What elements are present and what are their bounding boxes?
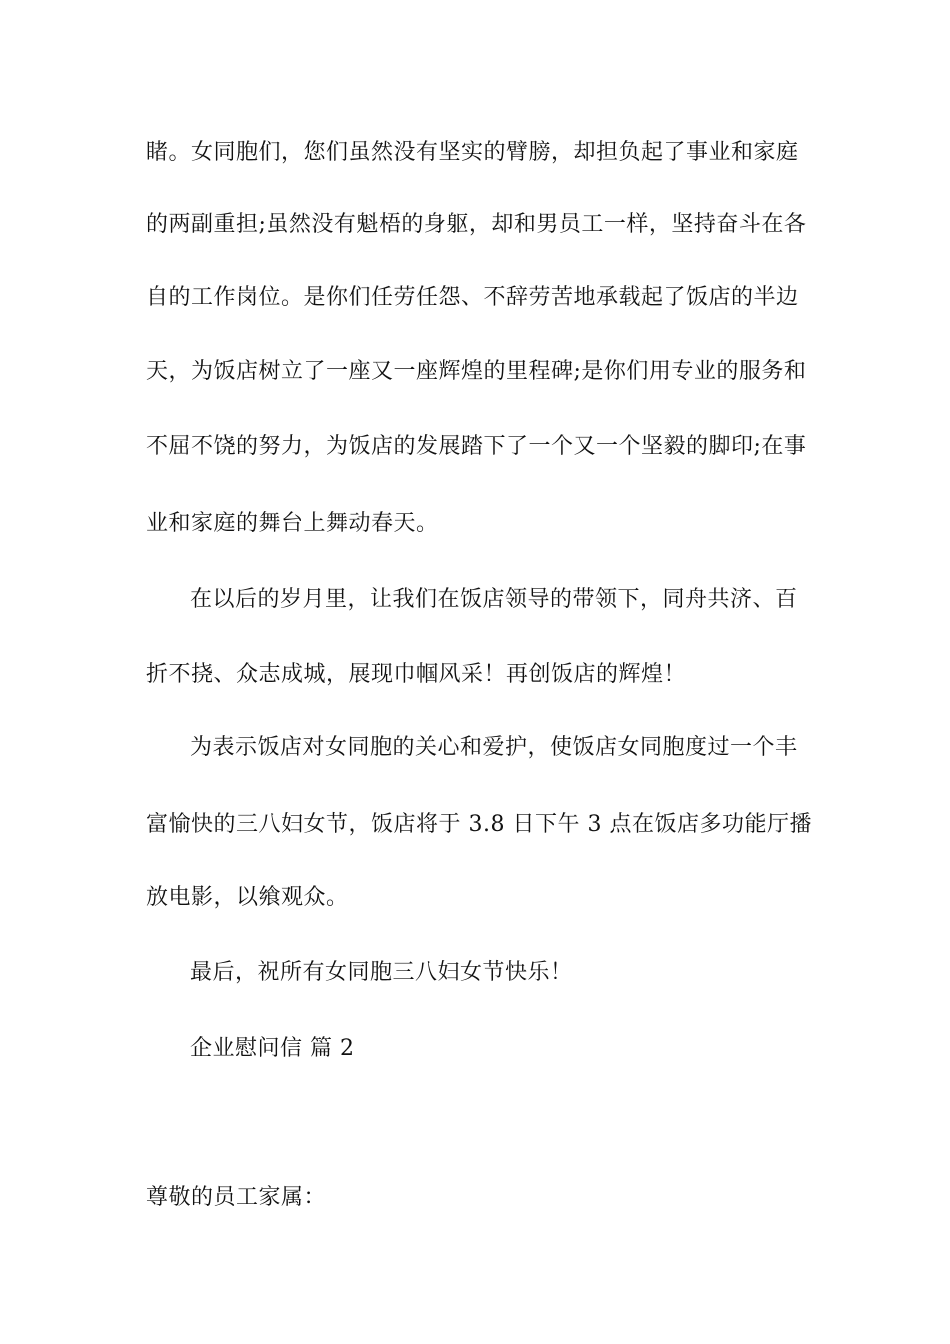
paragraph-line: 最后，祝所有女同胞三八妇女节快乐！ [190, 960, 573, 985]
paragraph-line: 天，为饭店树立了一座又一座辉煌的里程碑;是你们用专业的服务和 [146, 359, 807, 384]
paragraph-line: 放电影，以飨观众。 [146, 885, 349, 910]
paragraph-line: 自的工作岗位。是你们任劳任怨、不辞劳苦地承载起了饭店的半边 [146, 285, 799, 310]
paragraph-line: 的两副重担;虽然没有魁梧的身躯，却和男员工一样，坚持奋斗在各 [146, 212, 807, 237]
paragraph-line: 在以后的岁月里，让我们在饭店领导的带领下，同舟共济、百 [190, 587, 798, 612]
paragraph-line: 折不挠、众志成城，展现巾帼风采！再创饭店的辉煌！ [146, 662, 687, 687]
paragraph-line: 业和家庭的舞台上舞动春天。 [146, 511, 439, 536]
paragraph-line: 不屈不饶的努力，为饭店的发展踏下了一个又一个坚毅的脚印;在事 [146, 434, 807, 459]
paragraph-line: 为表示饭店对女同胞的关心和爱护，使饭店女同胞度过一个丰 [190, 735, 798, 760]
paragraph-line: 睹。女同胞们，您们虽然没有坚实的臂膀，却担负起了事业和家庭 [146, 140, 799, 165]
salutation: 尊敬的员工家属： [146, 1185, 327, 1210]
paragraph-line: 富愉快的三八妇女节，饭店将于 3.8 日下午 3 点在饭店多功能厅播 [146, 812, 812, 837]
section-heading: 企业慰问信 篇 2 [190, 1036, 355, 1061]
